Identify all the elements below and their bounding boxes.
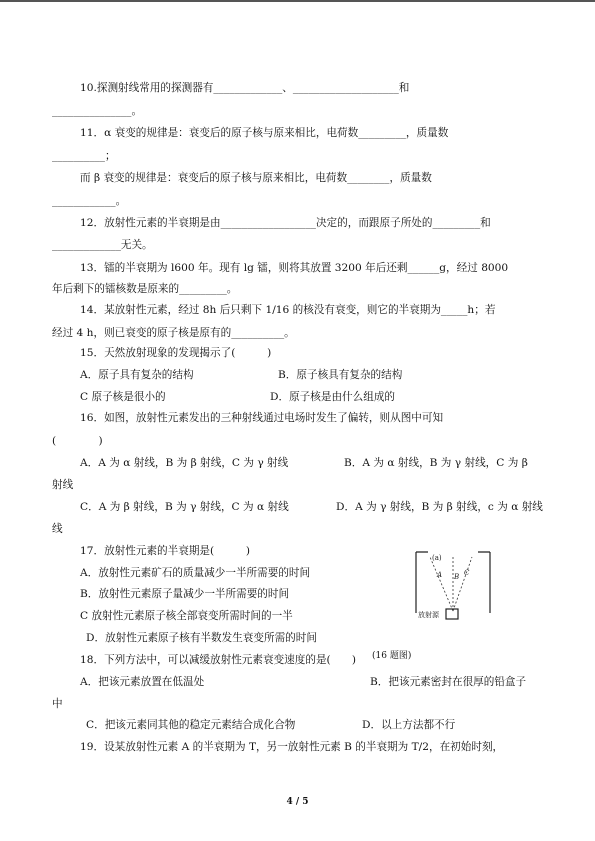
page-number: 4 / 5 bbox=[286, 797, 309, 807]
q10-line1: 10.探测射线常用的探测器有_____________、____________________和 bbox=[80, 82, 410, 94]
q15-stem: 15．天然放射现象的发现揭示了( ) bbox=[80, 347, 272, 359]
q16-option-b-wrap: 射线 bbox=[52, 479, 74, 491]
q19-stem: 19．设某放射性元素 A 的半衰期为 T，另一放射性元素 B 的半衰期为 T/2，在初始时刻， bbox=[80, 741, 504, 753]
q11-line2: __________； bbox=[52, 150, 116, 162]
q12-line2: _____________无关。 bbox=[52, 239, 153, 251]
q15-option-c: C 原子核是很小的 bbox=[80, 391, 166, 403]
q15-option-a: A．原子具有复杂的结构 bbox=[80, 369, 194, 381]
q18-option-c: C．把该元素同其他的稳定元素结合成化合物 bbox=[86, 719, 296, 731]
q15-option-d: D．原子核是由什么组成的 bbox=[270, 391, 396, 403]
q16-option-b: B．A 为 α 射线，B 为 γ 射线，C 为 β bbox=[344, 457, 528, 469]
figure-label-source: 放射源 bbox=[418, 611, 439, 619]
q11-line4: ____________。 bbox=[52, 195, 127, 207]
q18-option-a: A．把该元素放置在低温处 bbox=[80, 676, 205, 688]
q17-option-b: B．放射性元素原子量减少一半所需要的时间 bbox=[80, 588, 290, 600]
figure-label-b: B bbox=[454, 573, 460, 581]
figure-label-c: C bbox=[464, 569, 470, 577]
q16-stem: 16．如图，放射性元素发出的三种射线通过电场时发生了偏转，则从图中可知 bbox=[80, 412, 444, 424]
q16-option-d-wrap: 线 bbox=[52, 523, 63, 535]
figure-label-a-paren: (a) bbox=[432, 554, 442, 562]
field-diagram bbox=[406, 549, 500, 621]
deflection-figure bbox=[406, 549, 500, 621]
q14-line2: 经过 4 h，则已衰变的原子核是原有的__________。 bbox=[52, 327, 295, 339]
q17-option-a: A．放射性元素矿石的质量减少一半所需要的时间 bbox=[80, 567, 311, 579]
q13-line1: 13．镭的半衰期为 l600 年。现有 lg 镭，则将其放置 3200 年后还剩______g，经过 8000 bbox=[80, 262, 509, 274]
q11-line3: 而 β 衰变的规律是：衰变后的原子核与原来相比，电荷数________，质量数 bbox=[80, 172, 432, 184]
q12-line1: 12．放射性元素的半衰期是由__________________决定的，而跟原子所处的_________和 bbox=[80, 217, 491, 229]
q17-option-d: D．放射性元素原子核有半数发生衰变所需的时间 bbox=[86, 632, 317, 644]
q16-answer-blank: ( ) bbox=[52, 435, 103, 447]
q18-stem: 18．下列方法中，可以减缓放射性元素衰变速度的是( ) bbox=[80, 654, 356, 666]
q14-line1: 14．某放射性元素，经过 8h 后只剩下 1/16 的核没有衰变，则它的半衰期为_____h；若 bbox=[80, 304, 496, 316]
q17-option-c: C 放射性元素原子核全部衰变所需时间的一半 bbox=[80, 610, 293, 622]
q10-line2: _______________。 bbox=[52, 105, 143, 117]
q16-option-d: D．A 为 γ 射线，B 为 β 射线，c 为 α 射线 bbox=[336, 501, 543, 513]
q16-option-a: A．A 为 α 射线，B 为 β 射线，C 为 γ 射线 bbox=[80, 457, 289, 469]
page-top-border bbox=[0, 0, 595, 2]
q17-stem: 17．放射性元素的半衰期是( ) bbox=[80, 545, 251, 557]
figure-caption: (16 题图) bbox=[372, 651, 412, 661]
q15-option-b: B．原子核具有复杂的结构 bbox=[278, 369, 403, 381]
q13-line2: 年后剩下的镭核数是原来的_________。 bbox=[52, 283, 238, 295]
q18-option-d: D．以上方法都不行 bbox=[362, 719, 456, 731]
figure-label-a: A bbox=[437, 571, 443, 579]
q18-option-b-wrap: 中 bbox=[52, 698, 63, 710]
q11-line1: 11．α 衰变的规律是：衰变后的原子核与原来相比，电荷数_________，质量数 bbox=[80, 127, 449, 139]
q18-option-b: B．把该元素密封在很厚的铅盒子 bbox=[370, 676, 527, 688]
q16-option-c: C．A 为 β 射线，B 为 γ 射线，C 为 α 射线 bbox=[80, 501, 289, 513]
